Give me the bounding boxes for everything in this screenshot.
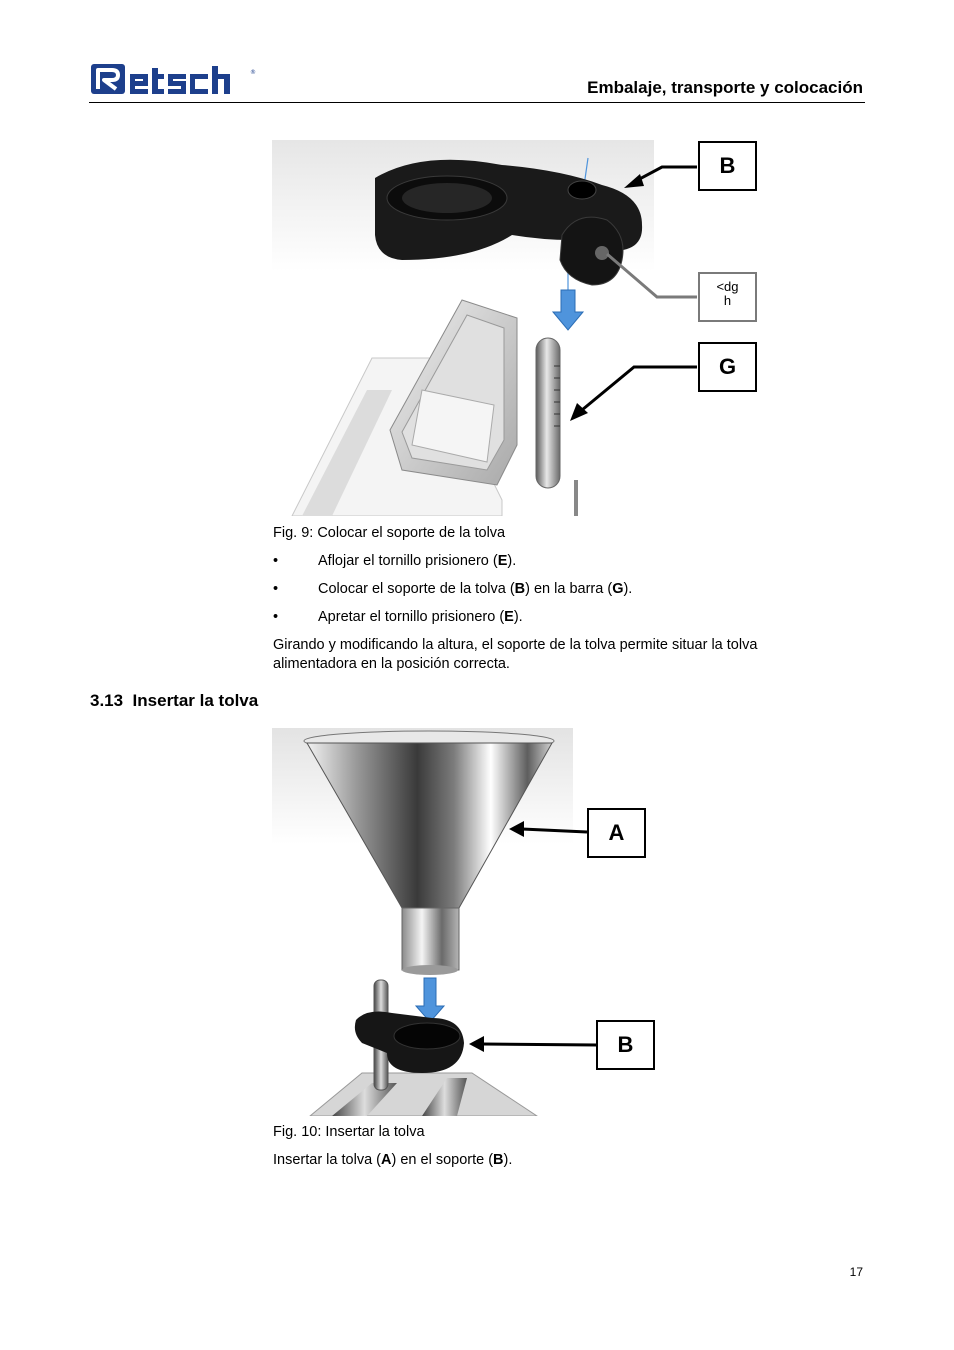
paragraph: Girando y modificando la altura, el soporte de la tolva permite situar la tolva alimentadora en la posición correcta. xyxy=(273,637,758,672)
figure-9-illustration xyxy=(272,140,756,516)
final-instruction: Insertar la tolva (A) en el soporte (B). xyxy=(273,1152,513,1168)
section-heading: 3.13 Insertar la tolva xyxy=(90,691,259,710)
header-title: Embalaje, transporte y colocación xyxy=(587,78,863,97)
figure-9-caption: Fig. 9: Colocar el soporte de la tolva xyxy=(273,525,506,541)
callout-label-b-fig9: B xyxy=(698,141,757,191)
step-2: Colocar el soporte de la tolva (B) en la barra (G). xyxy=(318,581,633,597)
svg-text:®: ® xyxy=(250,69,256,76)
header-divider xyxy=(89,102,865,103)
callout-label-g-fig9: G xyxy=(698,342,757,392)
step-3: Apretar el tornillo prisionero (E). xyxy=(318,609,523,625)
page-number: 17 xyxy=(849,1265,863,1279)
callout-label-b-fig10: B xyxy=(596,1020,655,1070)
bullet-3: • xyxy=(273,609,279,625)
retsch-logo xyxy=(90,62,260,98)
figure-10-caption: Fig. 10: Insertar la tolva xyxy=(273,1124,425,1140)
bullet-2: • xyxy=(273,581,279,597)
step-1: Aflojar el tornillo prisionero (E). xyxy=(318,553,517,569)
bullet-1: • xyxy=(273,553,279,569)
callout-e-line: <dg h xyxy=(716,279,739,308)
callout-label-e-fig9 xyxy=(698,272,757,322)
callout-label-a-fig10: A xyxy=(587,808,646,858)
